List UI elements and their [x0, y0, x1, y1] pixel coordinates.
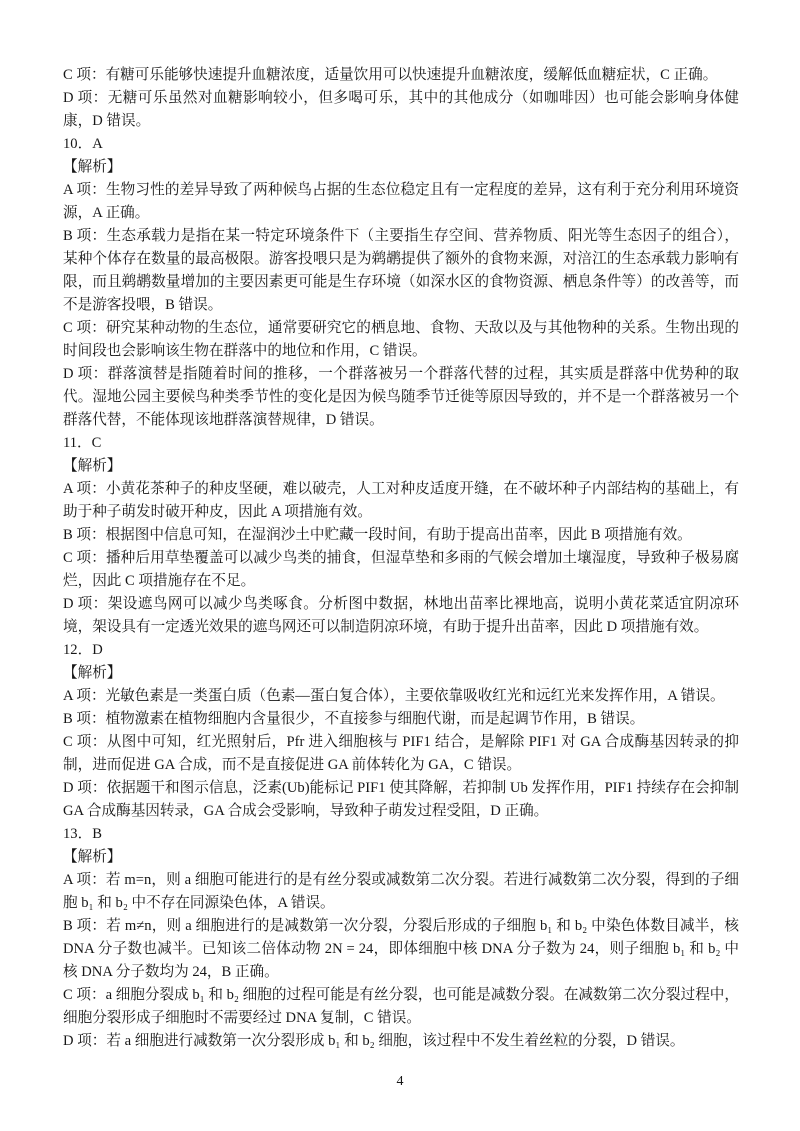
question-13-block [63, 823, 739, 1053]
question-10-option-b-analysis: B 项：生态承载力是指在某一特定环境条件下（主要指生存空间、营养物质、阳光等生态因子的组合），某种个体存在数量的最高极限。游客投喂只是为鹈鹕提供了额外的食物来源，对涪江的生态承载力影响有限，而且鹈鹕数量增加的主要因素更可能是生存环境（如深水区的食物资源、栖息条件等）的改善等，而不是游客投喂，B 错误。 [63, 228, 739, 313]
question-13-analysis-label: 【解析】 [63, 849, 122, 865]
question-12-option-a-analysis: A 项：光敏色素是一类蛋白质（色素—蛋白复合体），主要依靠吸收红光和远红光来发挥作用，A 错误。 [63, 688, 725, 704]
question-13-option-b-analysis: B 项：若 m≠n，则 a 细胞进行的是减数第一次分裂，分裂后形成的子细胞 b₁ 和 b₂ 中染色体数目减半，核 DNA 分子数也减半。已知该二倍体动物 2N = 24，即体细胞中核 DNA 分子数为 24，则子细胞 b₁ 和 b₂ 中核 DNA 分子数均为 24，B 正确。 [63, 918, 739, 980]
question-11-answer: 11．C [63, 435, 102, 451]
page-number: 4 [396, 1074, 404, 1089]
q9-option-c-analysis: C 项：有糖可乐能够快速提升血糖浓度，适量饮用可以快速提升血糖浓度，缓解低血糖症状，C 正确。 [63, 67, 718, 83]
question-10-analysis-label: 【解析】 [63, 159, 122, 175]
question-10-answer: 10．A [63, 136, 103, 152]
question-12-option-d-analysis: D 项：依据题干和图示信息，泛素(Ub)能标记 PIF1 使其降解，若抑制 Ub 发挥作用，PIF1 持续存在会抑制 GA 合成酶基因转录，GA 合成会受影响，导致种子萌发过程受阻，D 正确。 [63, 780, 739, 819]
question-12-option-b-analysis: B 项：植物激素在植物细胞内含量很少，不直接参与细胞代谢，而是起调节作用，B 错误。 [63, 711, 645, 727]
question-12-answer: 12．D [63, 642, 103, 658]
question-10-block [63, 133, 739, 432]
question-12-analysis-label: 【解析】 [63, 665, 122, 681]
q9-option-d-analysis: D 项：无糖可乐虽然对血糖影响较小，但多喝可乐，其中的其他成分（如咖啡因）也可能会影响身体健康，D 错误。 [63, 90, 739, 129]
question-13-option-c-analysis: C 项：a 细胞分裂成 b₁ 和 b₂ 细胞的过程可能是有丝分裂，也可能是减数分裂。在减数第二次分裂过程中，细胞分裂形成子细胞时不需要经过 DNA 复制，C 错误。 [63, 987, 739, 1026]
question-10-option-d-analysis: D 项：群落演替是指随着时间的推移，一个群落被另一个群落代替的过程，其实质是群落中优势种的取代。湿地公园主要候鸟种类季节性的变化是因为候鸟随季节迁徙等原因导致的，并不是一个群落被另一个群落代替，不能体现该地群落演替规律，D 错误。 [63, 366, 739, 428]
question-11-option-c-analysis: C 项：播种后用草垫覆盖可以减少鸟类的捕食，但湿草垫和多雨的气候会增加土壤湿度，导致种子极易腐烂，因此 C 项措施存在不足。 [63, 550, 739, 589]
question-10-option-a-analysis: A 项：生物习性的差异导致了两种候鸟占据的生态位稳定且有一定程度的差异，这有利于充分利用环境资源，A 正确。 [63, 182, 739, 221]
question-10-option-c-analysis: C 项：研究某种动物的生态位，通常要研究它的栖息地、食物、天敌以及与其他物种的关系。生物出现的时间段也会影响该生物在群落中的地位和作用，C 错误。 [63, 320, 739, 359]
question-11-analysis-label: 【解析】 [63, 458, 122, 474]
question-11-option-b-analysis: B 项：根据图中信息可知，在湿润沙土中贮藏一段时间，有助于提高出苗率，因此 B 项措施有效。 [63, 527, 692, 543]
question-13-option-a-analysis: A 项：若 m=n，则 a 细胞可能进行的是有丝分裂或减数第二次分裂。若进行减数第二次分裂，得到的子细胞 b₁ 和 b₂ 中不存在同源染色体，A 错误。 [63, 872, 739, 911]
question-12-block [63, 639, 739, 823]
question-13-answer: 13．B [63, 826, 102, 842]
question-11-option-a-analysis: A 项：小黄花茶种子的种皮坚硬，难以破壳，人工对种皮适度开缝，在不破坏种子内部结构的基础上，有助于种子萌发时破开种皮，因此 A 项措施有效。 [63, 481, 739, 520]
question-11-option-d-analysis: D 项：架设遮鸟网可以减少鸟类啄食。分析图中数据，林地出苗率比裸地高，说明小黄花菜适宜阴凉环境，架设具有一定透光效果的遮鸟网还可以制造阴凉环境，有助于提升出苗率，因此 D 项措施有效。 [63, 596, 739, 635]
question-12-option-c-analysis: C 项：从图中可知，红光照射后，Pfr 进入细胞核与 PIF1 结合，是解除 PIF1 对 GA 合成酶基因转录的抑制，进而促进 GA 合成，而不是直接促进 GA 前体转化为 GA，C 错误。 [63, 734, 739, 773]
question-13-option-d-analysis: D 项：若 a 细胞进行减数第一次分裂形成 b₁ 和 b₂ 细胞，该过程中不发生着丝粒的分裂，D 错误。 [63, 1033, 685, 1049]
answer-key-content [63, 64, 739, 1053]
question-11-block [63, 432, 739, 639]
